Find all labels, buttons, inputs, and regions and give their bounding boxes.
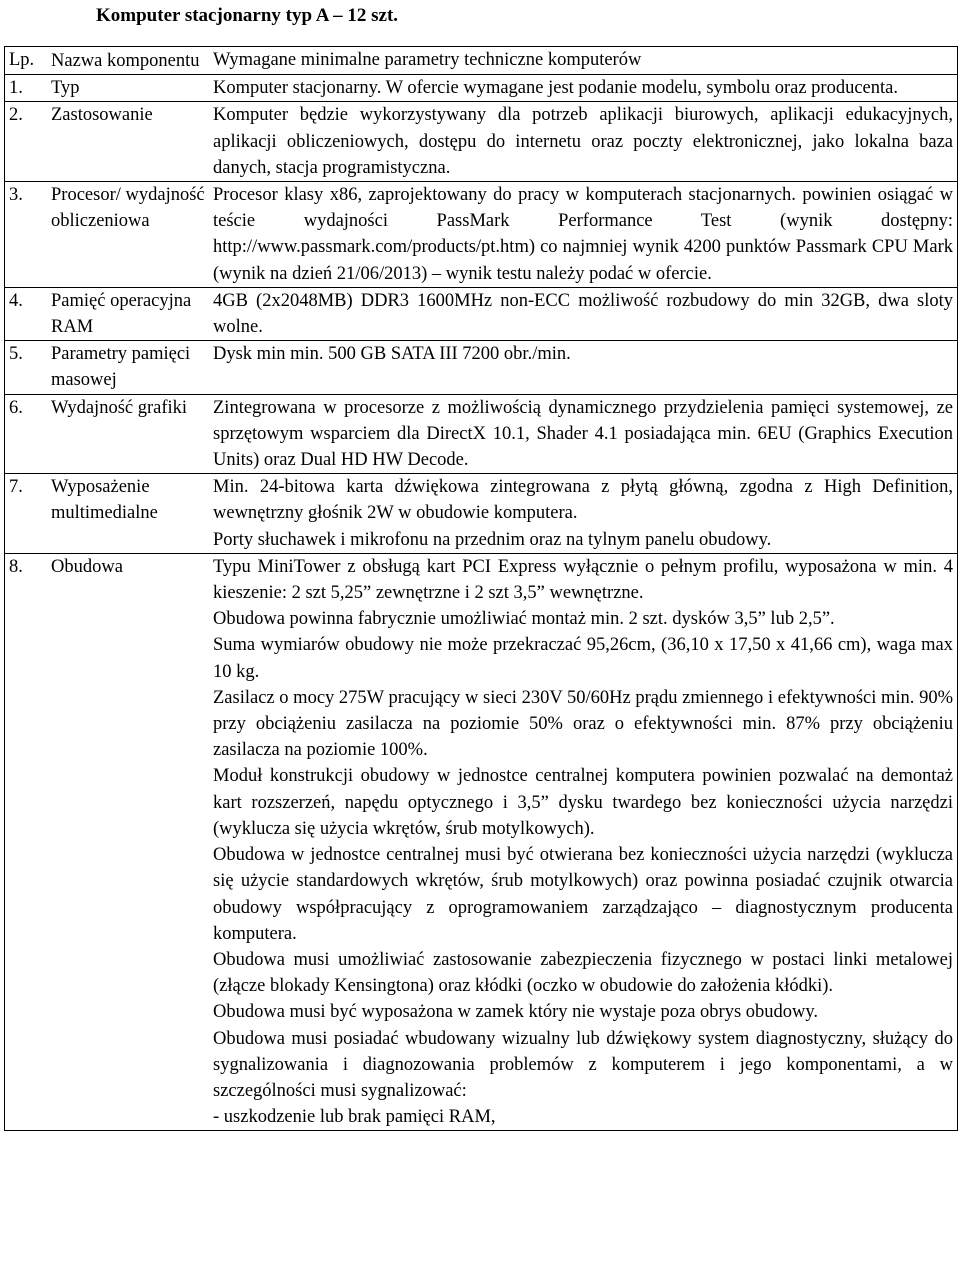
requirements-cell	[209, 75, 957, 101]
requirement-paragraph: Procesor klasy x86, zaprojektowany do pracy w komputerach stacjonarnych. powinien osiągać w teście wydajności PassMark Performance Test (wynik dostępny: http://www.passmark.com/products/pt.htm) co najmniej wynik 4200 punktów Passmark CPU Mark (wynik na dzień 21/06/2013) – wynik testu należy podać w ofercie.	[213, 185, 953, 284]
row-number: 1.	[9, 78, 23, 99]
requirement-paragraph: Komputer będzie wykorzystywany dla potrzeb aplikacji biurowych, aplikacji edukacyjnych, aplikacji obliczeniowych, dostępu do internetu oraz poczty elektronicznej, jako lokalna baza danych, stacja programistyczna.	[213, 105, 953, 178]
requirement-paragraph: Obudowa w jednostce centralnej musi być otwierana bez konieczności użycia narzędzi (wyklucza się użycie standardowych wkrętów, śrub motylkowych) oraz powinna posiadać czujnik otwarcia obudowy współpracujący z oprogramowaniem zarządzająco – diagnostycznym producenta komputera.	[213, 845, 953, 944]
requirement-paragraph: Obudowa musi posiadać wbudowany wizualny lub dźwiękowy system diagnostyczny, służący do sygnalizowania i diagnozowania problemów z komputerem i jego komponentami, a w szczególności musi sygnalizować:	[213, 1028, 953, 1101]
requirement-paragraph: Obudowa musi umożliwiać zastosowanie zabezpieczenia fizycznego w postaci linki metalowej (złącze blokady Kensingtona) oraz kłódki (oczko w obudowie do założenia kłódki).	[213, 949, 953, 997]
component-name: Zastosowanie	[51, 105, 153, 126]
component-name: Obudowa	[51, 556, 123, 577]
requirements-cell	[209, 288, 957, 340]
table-row	[5, 288, 957, 341]
document-title: Komputer stacjonarny typ A – 12 szt.	[96, 5, 399, 26]
table-row	[5, 102, 957, 182]
table-row	[5, 554, 957, 1131]
table-header-row	[5, 47, 957, 75]
row-number: 6.	[9, 397, 23, 418]
row-number: 7.	[9, 477, 23, 498]
component-name: Typ	[51, 78, 80, 99]
component-name: Wydajność grafiki	[51, 397, 188, 418]
requirement-paragraph: Komputer stacjonarny. W ofercie wymagane jest podanie modelu, symbolu oraz producenta.	[213, 78, 898, 99]
component-name: Procesor/ wydajność obliczeniowa	[51, 185, 205, 232]
row-number: 4.	[9, 290, 23, 311]
requirement-paragraph: Typu MiniTower z obsługą kart PCI Express wyłącznie o pełnym profilu, wyposażona w min. 4 kieszenie: 2 szt 5,25” zewnętrzne i 2 szt 3,5” wewnętrzne.	[213, 556, 953, 604]
header-lp: Lp.	[9, 50, 35, 70]
component-name: Wyposażenie multimedialne	[51, 477, 158, 524]
component-name: Pamięć operacyjna RAM	[51, 290, 192, 338]
requirement-paragraph: Porty słuchawek i mikrofonu na przednim oraz na tylnym panelu obudowy.	[213, 529, 772, 550]
table-row	[5, 182, 957, 288]
row-number: 3.	[9, 185, 23, 206]
requirement-paragraph: Zintegrowana w procesorze z możliwością dynamicznego przydzielenia pamięci systemowej, ze sprzętowym wsparciem dla DirectX 10.1, Shader 4.1 posiadająca min. 6EU (Graphics Execution Units) oraz Dual HD HW Decode.	[213, 397, 953, 471]
requirement-paragraph: Zasilacz o mocy 275W pracujący w sieci 230V 50/60Hz prądu zmiennego i efektywności min. 90% przy obciążeniu zasilacza na poziomie 50% oraz o efektywności min. 87% przy obciążeniu zasilacza na poziomie 100%.	[213, 687, 953, 761]
requirement-paragraph: - uszkodzenie lub brak pamięci RAM,	[213, 1107, 496, 1128]
requirement-paragraph: Min. 24-bitowa karta dźwiękowa zintegrowana z płytą główną, zgodna z High Definition, wewnętrzny głośnik 2W w obudowie komputera.	[213, 477, 953, 524]
requirements-cell	[209, 554, 957, 1130]
requirement-paragraph: Suma wymiarów obudowy nie może przekraczać 95,26cm, (36,10 x 17,50 x 41,66 cm), waga max 10 kg.	[213, 635, 953, 682]
table-row	[5, 341, 957, 394]
requirement-paragraph: Obudowa musi być wyposażona w zamek który nie wystaje poza obrys obudowy.	[213, 1002, 819, 1023]
requirement-paragraph: 4GB (2x2048MB) DDR3 1600MHz non-ECC możliwość rozbudowy do min 32GB, dwa sloty wolne.	[213, 290, 953, 338]
spec-table	[4, 46, 958, 1131]
requirements-cell	[209, 102, 957, 181]
requirement-paragraph: Moduł konstrukcji obudowy w jednostce centralnej komputera powinien pozwalać na demontaż kart rozszerzeń, napędu optycznego i 3,5” dysku twardego bez konieczności użycia narzędzi (wyklucza się użycia wkrętów, śrub motylkowych).	[213, 766, 953, 839]
header-name: Nazwa komponentu	[51, 51, 200, 71]
table-row	[5, 474, 957, 554]
table-row	[5, 395, 957, 475]
requirements-cell	[209, 341, 957, 393]
requirement-paragraph: Dysk min min. 500 GB SATA III 7200 obr./min.	[213, 344, 571, 365]
table-row	[5, 75, 957, 102]
component-name: Parametry pamięci masowej	[51, 344, 191, 391]
header-requirements: Wymagane minimalne parametry techniczne komputerów	[213, 50, 642, 70]
requirements-cell	[209, 182, 957, 287]
requirements-cell	[209, 474, 957, 553]
requirements-cell	[209, 395, 957, 474]
row-number: 5.	[9, 344, 23, 365]
requirement-paragraph: Obudowa powinna fabrycznie umożliwiać montaż min. 2 szt. dysków 3,5” lub 2,5”.	[213, 609, 835, 630]
row-number: 8.	[9, 556, 23, 577]
row-number: 2.	[9, 105, 23, 126]
